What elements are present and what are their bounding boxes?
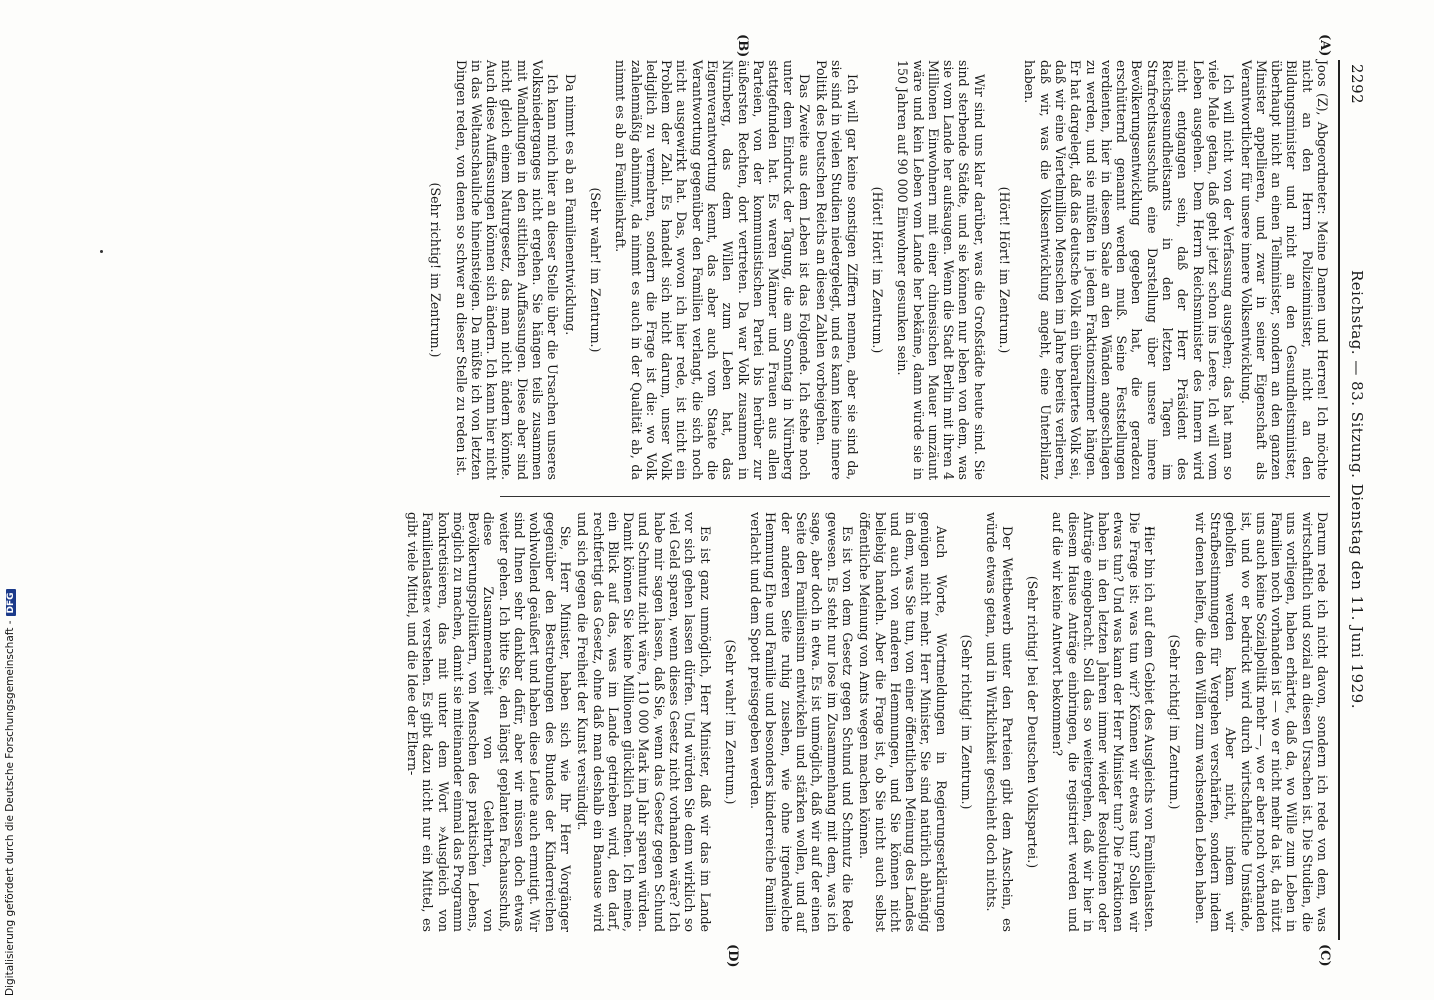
margin-mark-a: (A) <box>1317 34 1332 57</box>
header-rule <box>1339 60 1341 940</box>
column-divider <box>500 496 1330 497</box>
left-column <box>418 60 1330 480</box>
speech-paragraph: Es ist von dem Gesetz gegen Schund und Schmutz die Rede gewesen. Es steht nur lose im Zusammenhang mit dem, was ich sage, aber doch in etwa. Es ist unmöglich, daß wir auf der einen Seite den Familiensinn entwickeln und stärken wollen, und auf der anderen Seite ruhig zusehen, wie ohne irgendwelche Hemmung Ehe und Familie und besonders kinderreiche Familien verlacht und dem Spott preisgegeben werden. <box>748 512 855 932</box>
margin-mark-b: (B) <box>735 34 750 58</box>
speech-paragraph: Da nimmt es ab an Familienentwicklung. <box>562 74 578 336</box>
page-header <box>1342 60 1370 940</box>
page-number: 2292 <box>1348 64 1366 105</box>
rotated-page-content <box>110 34 1370 968</box>
scan-speck <box>100 250 103 253</box>
speech-paragraph: Ich will gar keine sonstigen Ziffern nennen, aber sie sind da, sie sind in vielen Studien niedergelegt, und es kann keine innere Politik des Deutschen Reichs an diesen Zahlen vorbeigehen. <box>814 60 860 480</box>
interjection: (Hört! Hört! im Zentrum.) <box>869 186 885 354</box>
margin-mark-d: (D) <box>725 944 740 968</box>
running-title: Reichstag. — 83. Sitzung. Dienstag den 11. Juni 1929. <box>1348 270 1366 709</box>
speech-paragraph: Wir sind uns klar darüber, was die Großstädte heute sind. Sie sind sterbende Städte, und sie können nur leben von dem, was sie vom Lande her aufsaugen. Wenn die Stadt Berlin mit ihren 4 Millionen Einwohnern mit einer chinesischen Mauer umzäunt wäre und kein Leben vom Lande her bekäme, dann würde sie in 150 Jahren auf 90 000 Einwohner gesunken sein. <box>895 60 987 480</box>
interjection: (Sehr richtig! im Zentrum.) <box>1167 634 1183 810</box>
speech-paragraph: Sie, Herr Minister, haben sich wie Ihr Herr Vorgänger gegenüber den Bestrebungen des Bundes der Kinderreichen wohlwollend geäußert und haben diese Leute auch ermutigt. Wir sind Ihnen sehr dankbar dafür, aber wir müssen doch etwas weiter gehen. Ich bitte Sie, den längst geplanten Fachausschuß, diese Zusammenarbeit von Gelehrten, von Bevölkerungspolitikern, von Menschen des praktischen Lebens, möglich zu machen, damit sie miteinander einmal das Programm konkretisieren, das mit unter dem Wort »Ausgleich von Familienlasten« verstehen. Es gibt dazu nicht nur ein Mittel, es gibt viele Mittel, und die Idee der Eltern- <box>404 512 573 932</box>
credit-text: Digitalisierung gefördert durch die Deutsche Forschungsgemeinschaft - <box>4 620 16 996</box>
speech-paragraph: Ich kann mich hier an dieser Stelle über die Ursachen unseres Volksniederganges nicht ergehen. Sie hängen teils zusammen mit Wandlungen in den sittlichen Auffassungen. Diese aber sind nicht gleich einem Naturgesetz, das man nicht ändern könnte. Auch diese Auffassungen können sich ändern. Ich kann hier nicht in das Weltanschauliche hineinsteigen. Da müßte ich von letzten Dingen reden, von denen so schwer an dieser Stelle zu reden ist. <box>453 60 561 480</box>
speech-paragraph: Ich will nicht von der Verfassung ausgehen; das hat man so viele Male getan, daß geht jetzt schon ins Leere. Ich will vom Leben ausgehen. Dem Herrn Reichsminister des Innern wird nicht entgangen sein, daß der Herr Präsident des Reichsgesundheitsamts in den letzten Tagen im Strafrechtsausschuß eine Darstellung über unsere innere Bevölkerungsentwicklung gegeben hat, die geradezu erschütternd genannt werden muß. Seine Feststellungen verdienten, hier in diesem Saale an den Wänden angeschlagen zu werden, und sie müßten in jedem Fraktionszimmer hängen. Er hat dargelegt, daß das deutsche Volk ein überaltertes Volk sei, daß wir eine Viertelmillion Menschen im Jahre bereits verlieren, daß wir, was die Volksentwicklung angeht, eine Unterbilanz haben. <box>1022 60 1237 481</box>
speech-paragraph: Darum rede ich nicht davon, sondern ich rede von dem, was wirtschaftlich und sozial an diesen Ursachen ist. Die Studien, die uns vorliegen, haben erhärtet, daß da, wo Wille zum Leben in Familien noch vorhanden ist — wo er nicht mehr da ist, da nützt uns auch keine Sozialpolitik mehr —, wo er aber noch vorhanden ist, und wo er bedrückt wird durch wirtschaftliche Umstände, geholfen werden kann. Aber nicht, indem wir Strafbestimmungen für Vergehen verschärfen, sondern indem wir denen helfen, die den Willen zum wachsenden Leben haben. <box>1192 512 1330 932</box>
speech-paragraph: Es ist ganz unmöglich, Herr Minister, daß wir das im Lande vor sich gehen lassen dürfen. Und würden Sie denn wirklich so viel Geld sparen, wenn dieses Gesetz nicht vorhanden wäre? Ich habe mir sagen lassen, daß Sie, wenn das Gesetz gegen Schund und Schmutz nicht wäre, 110 000 Mark im Jahr sparen würden. Damit können Sie keine Millionen glücklich machen. Ich meine, ein Blick auf das, was im Lande getrieben wird, den darf, rechtfertigt das Gesetz, ohne daß man deshalb ein Banause wird und sich gegen die Freiheit der Kunst versündigt. <box>575 512 713 932</box>
interjection: (Sehr richtig! bei der Deutschen Volkspartei.) <box>1024 575 1040 869</box>
interjection: (Sehr richtig! im Zentrum.) <box>959 634 975 810</box>
margin-mark-c: (C) <box>1317 944 1332 967</box>
interjection: (Sehr wahr! im Zentrum.) <box>722 639 738 805</box>
interjection: (Hört! Hört! im Zentrum.) <box>997 186 1013 354</box>
speech-paragraph: Der Wettbewerb unter den Parteien gibt dem Anschein, es würde etwas getan, und in Wirklichkeit geschieht doch nichts. <box>984 512 1015 932</box>
digitization-credit <box>4 589 16 996</box>
dfg-logo: DFG <box>6 589 16 616</box>
speech-paragraph: Joos (Z), Abgeordneter: Meine Damen und Herren! Ich möchte nicht an den Herrn Polizeiminister, nicht an den Bildungsminister und nicht an den Gesundheitsminister, überhaupt nicht an einen Teilminister, sondern an den ganzen Minister appellieren, und zwar in seiner Eigenschaft als Verantwortlicher für unsere innere Volksentwicklung. <box>1238 60 1330 480</box>
speech-paragraph: Das Zweite aus dem Leben ist das Folgende. Ich stehe noch unter dem Eindruck der Tagung, die am Sonntag in Nürnberg stattgefunden hat. Es waren Männer und Frauen aus allen Parteien, von der kommunistischen Partei bis herüber zur äußersten Rechten, dort vertreten. Da war Volk zusammen in Nürnberg, das dem Willen zum Leben hat, das Eigenverantwortung kennt, das aber auch vom Staate die Verantwortung gegenüber den Familien verlangt, die sich noch nicht ausgewirkt hat. Das, wovon ich hier rede, ist nicht ein Problem der Zahl. Es handelt sich nicht darum, unser Volk lediglich zu vermehren, sondern die Frage ist die: wo Volk zahlenmäßig abnimmt, da nimmt es auch in der Qualität ab, da nimmt es ab an Familienkraft. <box>613 60 812 480</box>
speech-paragraph: Hier bin ich auf dem Gebiet des Ausgleichs von Familienlasten. Die Frage ist: was tun wir? Können wir etwas tun? Sollen wir etwas tun? Und was kann der Herr Minister tun? Die Fraktionen haben in den letzten Jahren immer wieder Resolutionen oder Anträge eingebracht. Soll das so weitergehen, daß wir hier in diesem Hause Anträge einbringen, die registriert werden und auf die wir keine Antwort bekommen? <box>1050 512 1158 932</box>
interjection: (Sehr wahr! im Zentrum.) <box>587 187 603 353</box>
speech-paragraph: Auch Worte, Wortmeldungen in Regierungserklärungen genügen nicht mehr. Herr Minister, Sie sind natürlich abhängig in dem, was Sie tun, von einer öffentlichen Meinung des Landes und auch von anderen Hemmungen, und Sie können nicht beliebig handeln. Aber die Frage ist, ob Sie nicht auch selbst öffentliche Meinung von Amts wegen machen können. <box>857 512 949 932</box>
right-column <box>403 512 1330 932</box>
interjection: (Sehr richtig! im Zentrum.) <box>428 182 444 358</box>
